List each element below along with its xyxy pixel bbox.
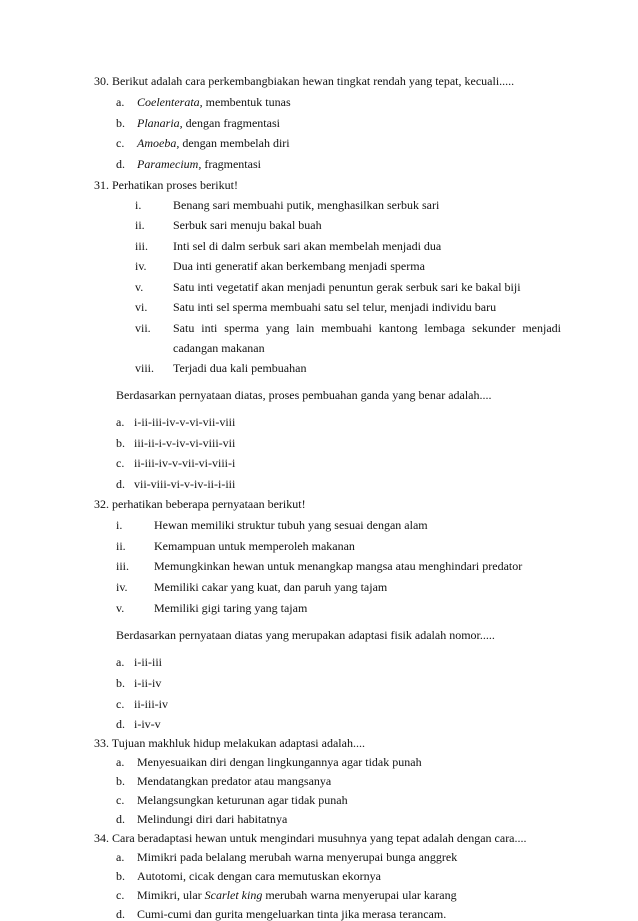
q32-item-num: iv. bbox=[116, 580, 128, 594]
q31-item-text-continued: cadangan makanan bbox=[173, 341, 265, 355]
q32-item-num: i. bbox=[116, 518, 123, 532]
q32-item-text: Memiliki gigi taring yang tajam bbox=[154, 601, 308, 615]
q34-stem: 34. Cara beradaptasi hewan untuk mengindari musuhnya yang tepat adalah dengan cara.... bbox=[94, 831, 527, 845]
q31-item-text: Satu inti sel sperma membuahi satu sel telur, menjadi individu baru bbox=[173, 300, 497, 314]
q32-option-b: b. i-ii-iv bbox=[116, 676, 162, 690]
q33-option-b: b. Mendatangkan predator atau mangsanya bbox=[116, 774, 332, 788]
q31-item-text: Satu inti sperma yang lain membuahi kantong lembaga sekunder menjadi bbox=[173, 321, 561, 335]
q30-option-c: c. Amoeba, dengan membelah diri bbox=[116, 136, 290, 150]
q32-item-num: v. bbox=[116, 601, 125, 615]
q31-item-num: iv. bbox=[135, 259, 147, 273]
q31-item-num: vii. bbox=[135, 321, 151, 335]
q31-item-num: i. bbox=[135, 198, 142, 212]
q31-item-text: Terjadi dua kali pembuahan bbox=[173, 361, 307, 375]
q31-item-num: viii. bbox=[135, 361, 155, 375]
q34-option-c: c. Mimikri, ular Scarlet king merubah warna menyerupai ular karang bbox=[116, 888, 457, 902]
q31-item-num: iii. bbox=[135, 239, 149, 253]
q33-option-d: d. Melindungi diri dari habitatnya bbox=[116, 812, 288, 826]
q34-option-a: a. Mimikri pada belalang merubah warna menyerupai bunga anggrek bbox=[116, 850, 458, 864]
q30-stem: 30. Berikut adalah cara perkembangbiakan hewan tingkat rendah yang tepat, kecuali..... bbox=[94, 74, 515, 88]
q33-stem: 33. Tujuan makhluk hidup melakukan adaptasi adalah.... bbox=[94, 736, 365, 750]
q32-option-d: d. i-iv-v bbox=[116, 717, 161, 731]
q31-item-num: v. bbox=[135, 280, 144, 294]
q32-option-a: a. i-ii-iii bbox=[116, 655, 162, 669]
q31-option-d: d. vii-viii-vi-v-iv-ii-i-iii bbox=[116, 477, 236, 491]
q32-item-num: iii. bbox=[116, 559, 130, 573]
q31-item-text: Inti sel di dalm serbuk sari akan membelah menjadi dua bbox=[173, 239, 442, 253]
q33-option-c: c. Melangsungkan keturunan agar tidak punah bbox=[116, 793, 348, 807]
q31-item-num: ii. bbox=[135, 218, 145, 232]
q32-option-c: c. ii-iii-iv bbox=[116, 697, 168, 711]
q31-option-c: c. ii-iii-iv-v-vii-vi-viii-i bbox=[116, 456, 236, 470]
q32-item-text: Memiliki cakar yang kuat, dan paruh yang tajam bbox=[154, 580, 388, 594]
q31-option-b: b. iii-ii-i-v-iv-vi-viii-vii bbox=[116, 436, 236, 450]
q30-option-d: d. Paramecium, fragmentasi bbox=[116, 157, 261, 171]
q31-stem: 31. Perhatikan proses berikut! bbox=[94, 178, 238, 192]
q30-option-b: b. Planaria, dengan fragmentasi bbox=[116, 116, 280, 130]
q34-option-d: d. Cumi-cumi dan gurita mengeluarkan tinta jika merasa terancam. bbox=[116, 907, 447, 921]
q31-item-num: vi. bbox=[135, 300, 148, 314]
q31-prompt: Berdasarkan pernyataan diatas, proses pembuahan ganda yang benar adalah.... bbox=[116, 388, 492, 402]
q31-item-text: Dua inti generatif akan berkembang menjadi sperma bbox=[173, 259, 425, 273]
q32-prompt: Berdasarkan pernyataan diatas yang merupakan adaptasi fisik adalah nomor..... bbox=[116, 628, 495, 642]
q32-item-text: Hewan memiliki struktur tubuh yang sesuai dengan alam bbox=[154, 518, 428, 532]
q32-stem: 32. perhatikan beberapa pernyataan berikut! bbox=[94, 497, 306, 511]
q31-item-text: Serbuk sari menuju bakal buah bbox=[173, 218, 322, 232]
q32-item-text: Memungkinkan hewan untuk menangkap mangsa atau menghindari predator bbox=[154, 559, 523, 573]
q32-item-text: Kemampuan untuk memperoleh makanan bbox=[154, 539, 355, 553]
q33-option-a: a. Menyesuaikan diri dengan lingkungannya agar tidak punah bbox=[116, 755, 422, 769]
q31-item-text: Benang sari membuahi putik, menghasilkan serbuk sari bbox=[173, 198, 440, 212]
q32-item-num: ii. bbox=[116, 539, 126, 553]
q34-option-b: b. Autotomi, cicak dengan cara memutuskan ekornya bbox=[116, 869, 381, 883]
q31-option-a: a. i-ii-iii-iv-v-vi-vii-viii bbox=[116, 415, 236, 429]
q31-item-text: Satu inti vegetatif akan menjadi penuntun gerak serbuk sari ke bakal biji bbox=[173, 280, 521, 294]
q30-option-a: a. Coelenterata, membentuk tunas bbox=[116, 95, 291, 109]
